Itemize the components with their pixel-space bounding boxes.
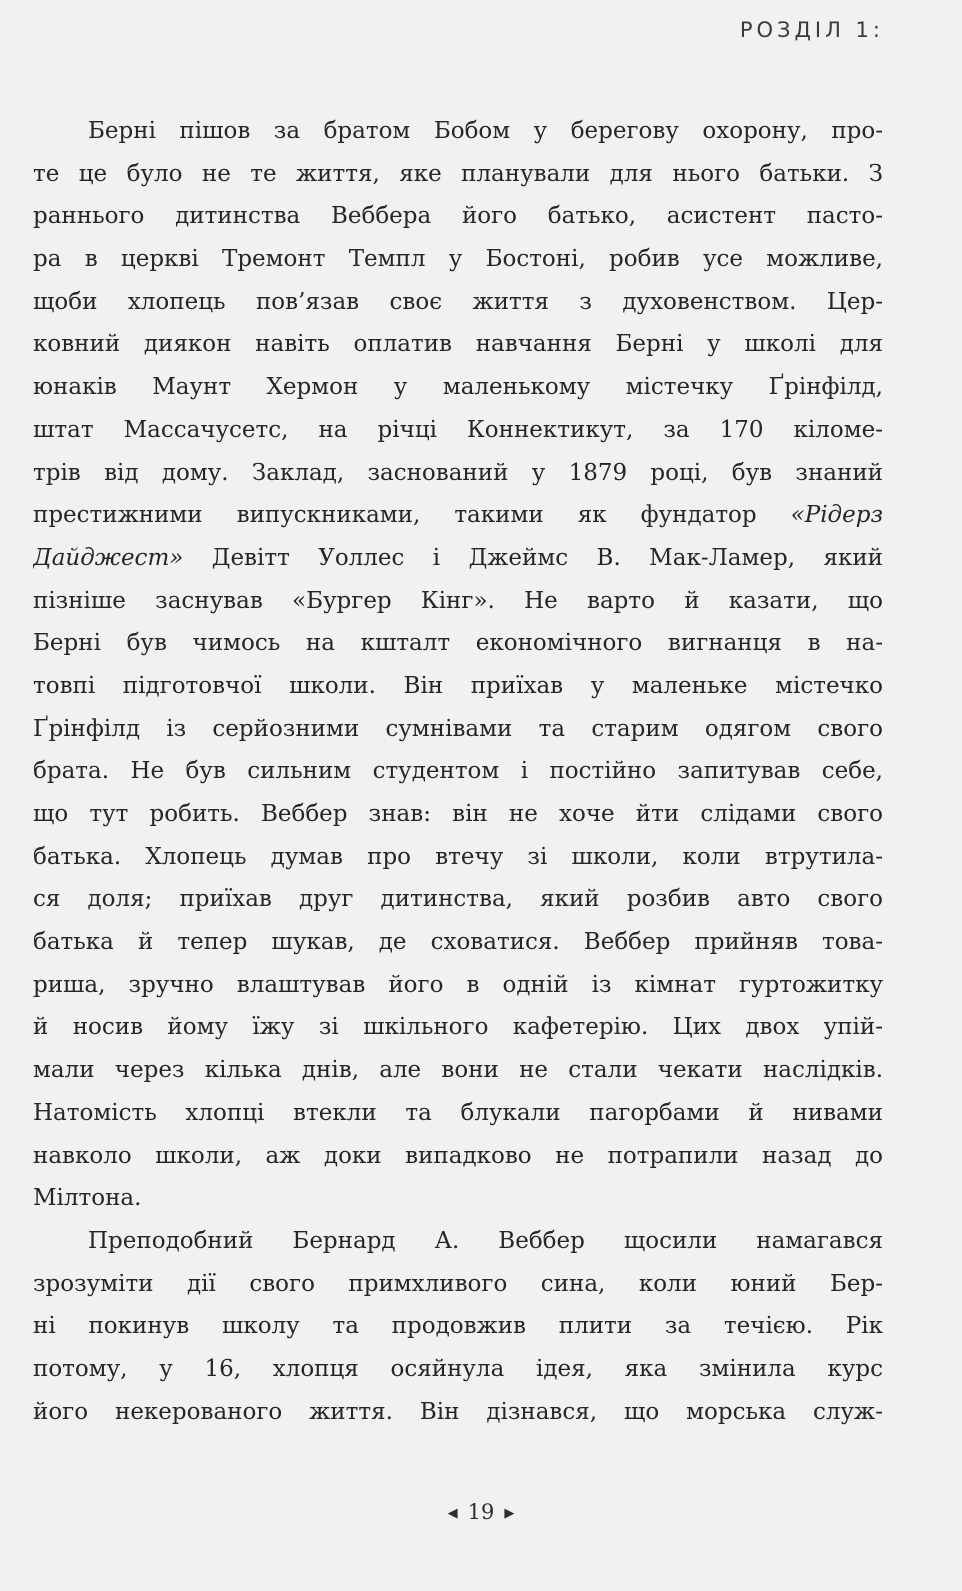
text-line: юнаків Маунт Хермон у маленькому містечку Ґрінфілд, — [33, 374, 883, 401]
magazine-title-part-2: Дайджест» — [33, 544, 184, 571]
text-line: навколо школи, аж доки випадково не потрапили назад до — [33, 1142, 883, 1169]
text-line: штат Массачусетс, на річці Коннектикут, за 170 кіломе- — [33, 416, 883, 443]
text-line: Ґрінфілд із серйозними сумнівами та старим одягом свого — [33, 715, 883, 742]
text-line: й носив йому їжу зі шкільного кафетерію. Цих двох упій- — [33, 1014, 883, 1041]
text-line: Натомість хлопці втекли та блукали пагорбами й нивами — [33, 1099, 883, 1126]
text-line: брата. Не був сильним студентом і постійно запитував себе, — [33, 758, 883, 785]
text-line: ні покинув школу та продовжив плити за течією. Рік — [33, 1313, 883, 1340]
chapter-header: РОЗДІЛ 1: — [739, 18, 884, 42]
text-line: потому, у 16, хлопця осяйнула ідея, яка змінила курс — [33, 1355, 883, 1382]
text-line: риша, зручно влаштував його в одній із кімнат гуртожитку — [33, 971, 883, 998]
text-line: те це було не те життя, яке планували для нього батьки. З — [33, 160, 883, 187]
text-line: зрозуміти дії свого примхливого сина, коли юний Бер- — [33, 1270, 883, 1297]
arrow-left-icon: ◀ — [447, 1506, 458, 1521]
text-line: Мілтона. — [33, 1185, 142, 1212]
text-line: раннього дитинства Веббера його батько, асистент пасто- — [33, 203, 883, 230]
text-segment: Девітт Уоллес і Джеймс В. Мак-Ламер, який — [183, 544, 883, 571]
page-number-footer — [0, 1500, 962, 1524]
text-line: товпі підготовчої школи. Він приїхав у маленьке містечко — [33, 672, 883, 699]
text-line: Преподобний Бернард А. Веббер щосили намагався — [88, 1227, 883, 1254]
text-line: пізніше заснував «Бургер Кінг». Не варто й казати, що — [33, 587, 883, 614]
magazine-title-part-1: «Рідерз — [790, 502, 883, 529]
text-line: мали через кілька днів, але вони не стали чекати наслідків. — [33, 1057, 883, 1084]
text-line — [33, 537, 883, 580]
text-line: Берні був чимось на кшталт економічного вигнанця в на- — [33, 630, 883, 657]
text-line: трів від дому. Заклад, заснований у 1879 році, був знаний — [33, 459, 883, 486]
text-line: Берні пішов за братом Бобом у берегову охорону, про- — [88, 118, 883, 144]
text-line: щоби хлопець пов’язав своє життя з духовенством. Цер- — [33, 288, 883, 315]
text-line: ра в церкві Тремонт Темпл у Бостоні, робив усе можливе, — [33, 246, 883, 273]
text-line: ся доля; приїхав друг дитинства, який розбив авто свого — [33, 886, 883, 913]
arrow-right-icon: ▶ — [504, 1506, 515, 1521]
text-line: ковний диякон навіть оплатив навчання Берні у школі для — [33, 331, 883, 358]
page-number: 19 — [467, 1500, 495, 1524]
body-text — [33, 110, 883, 1433]
text-line: батька й тепер шукав, де сховатися. Веббер прийняв това- — [33, 929, 883, 956]
text-line: що тут робить. Веббер знав: він не хоче йти слідами свого — [33, 801, 883, 827]
text-segment: престижними випускниками, такими як фундатор — [33, 502, 791, 529]
text-line — [33, 494, 883, 537]
text-line: батька. Хлопець думав про втечу зі школи, коли втрутила- — [33, 843, 883, 870]
text-line: його некерованого життя. Він дізнався, що морська служ- — [33, 1398, 883, 1425]
